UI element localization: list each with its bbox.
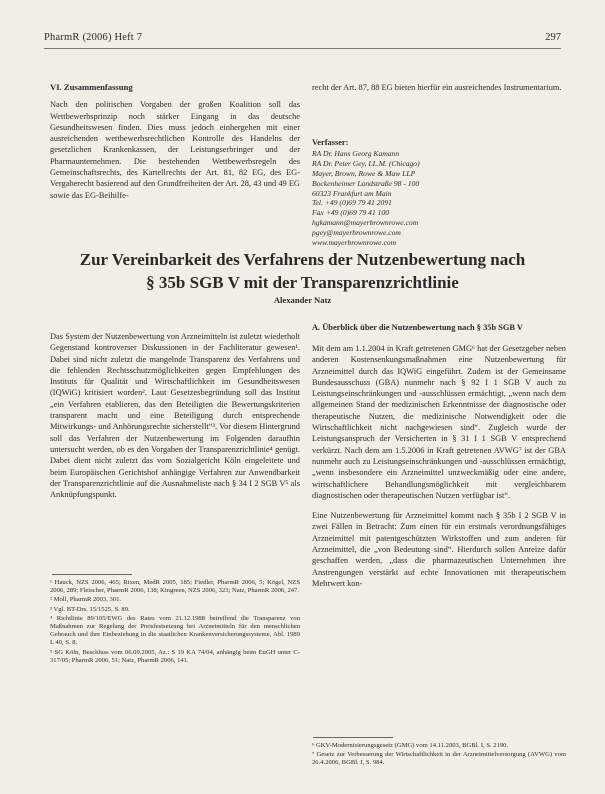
contact-line: Fax +49 (0)69 79 41 100 (312, 208, 390, 218)
article-title-line: § 35b SGB V mit der Transparenzrichtlinie (146, 272, 459, 292)
contact-email: hgkamann@mayerbrownrowe.com (312, 218, 419, 228)
section-vi-continuation (312, 82, 566, 93)
body-paragraph: Mit dem am 1.1.2004 in Kraft getretenen GMG⁶ hat der Gesetzgeber neben anderen Kostensenkungsmaßnahmen eine Nutzenbewertung für Arzneimittel durch das IQWiG eingeführt. Zudem ist der Gemeinsame Bundesausschuss (GBA) nunmehr nach § 92 I 1 SGB V auch zu Leistungseinschränkungen und -ausschlüssen ermächtigt, „wenn nach dem allgemeinen Stand der medizinischen Erkenntnisse der diagnostische oder therapeutische Nutzen, die medizinische Notwendigkeit oder die Wirtschaftlichkeit nicht nachgewiesen sind“. Zugleich wurde der Leistungsanspruch der Versicherten in § 31 I 1 SGB V entsprechend verkürzt. Nach dem am 1.5.2006 in Kraft getretenen AVWG⁷ ist der GBA nunmehr auch zu Leistungseinschränkungen und -ausschlüssen ermächtigt, „wenn insbesondere ein Arzneimittel unzweckmäßig oder eine andere, wirtschaftlichere Behandlungsmöglichkeit mit vergleichbarem diagnostischen oder therapeutischen Nutzen verfügbar ist“. (312, 344, 566, 500)
section-vi-body: Nach den politischen Vorgaben der großen Koalition soll das Wettbewerbsprinzip noch stärker Eingang in das deutsche Gesundheitswesen finden. Dies muss jedoch einhergehen mit einer ausreichenden wettbewerbsrechtlichen Kontrolle des Handelns der gesetzlichen Krankenkassen, der Leistungserbringer und der Pharmaunternehmen. Die bestehenden Wettbewerbsregeln des Gemeinschaftsrechts, des Kartellrechts der Art. 81, 82 EG, des EG-Vergaberecht basierend auf den Grundfreiheiten der Art. 28, 43 und 49 EG sowie das EG-Beihilfe- (50, 100, 300, 200)
footnote: ⁵ SG Köln, Beschluss vom 06.09.2005, Az.: S 19 KA 74/04, anhängig beim EuGH unter C-317/05; PharmR 2006, 51; Natz, PharmR 2006, 141. (50, 648, 300, 664)
article-title (40, 249, 565, 294)
right-body-column (312, 322, 566, 589)
footnotes-left (50, 579, 300, 666)
contact-line: RA Dr. Peter Gey, LL.M. (Chicago) (312, 158, 420, 168)
running-header: PharmR (2006) Heft 7 (44, 32, 143, 43)
footnote: ⁷ Gesetz zur Verbesserung der Wirtschaftlichkeit in der Arzneimittelversorgung (AVWG) vom 26.4.2006, BGBl. I, S. 984. (312, 751, 566, 767)
footnote-rule (52, 574, 132, 575)
author-contact-block (312, 138, 562, 248)
footnote: ⁶ GKV-Modernisierungsgesetz (GMG) vom 14.11.2003, BGBl. I, S. 2190. (312, 742, 509, 749)
article-author: Alexander Natz (273, 295, 332, 305)
contact-line: RA Dr. Hans Georg Kamann (312, 148, 400, 158)
paragraph-gap (312, 501, 566, 510)
body-paragraph: Das System der Nutzenbewertung von Arzneimitteln ist zuletzt wiederholt Gegenstand kontroverser Diskussionen in der Fachliteratur gewesen¹. Dabei sind nicht zuletzt die mangelnde Transparenz des Verfahrens und die fehlenden Rechtsschutzmöglichkeiten gegen Empfehlungen des Instituts für Qualität und Wirtschaftlichkeit im Gesundheitswesen (IQWiG) kritisiert worden². Laut Gesetzesbegründung soll das Institut „ein Verfahren etablieren, das den Beteiligten die Bewertungskriterien transparent macht und eine Beteiligung durch entsprechende Mitwirkungs- und Anhörungsrechte sicherstellt“³. Vor diesem Hintergrund soll das Verfahren der Nutzenbewertung im Folgenden daraufhin untersucht werden, ob es den Vorgaben der Transparenzrichtlinie⁴ genügt. Dabei dient nicht zuletzt das vom Sozialgericht Köln eingeleitete und beim Europäischen Gerichtshof anhängige Verfahren zur Anwendbarkeit der Transparenzrichtlinie auf die Ausnahmeliste nach § 34 I 2 SGB V⁵ als Anknüpfungspunkt. (50, 332, 300, 500)
section-a-heading: A. Überblick über die Nutzenbewertung nach § 35b SGB V (312, 323, 523, 332)
contact-line: 60323 Frankfurt am Main (312, 188, 392, 198)
contact-label: Verfasser: (312, 138, 349, 147)
footnote: ³ Vgl. BT-Drs. 15/1525, S. 89. (50, 605, 130, 613)
contact-email: pgey@mayerbrownrowe.com (312, 228, 401, 238)
footnote: ² Moll, PharmR 2003, 301. (50, 596, 122, 604)
section-vi-column (50, 82, 300, 201)
footnote: ⁴ Richtlinie 89/105/EWG des Rates vom 21.12.1988 betreffend die Transparenz von Maßnahmen zur Regelung der Preisfestsetzung bei Arzneimitteln für den menschlichen Gebrauch und ihre Einbeziehung in die staatlichen Krankenversicherungssysteme, Abl. 1989 L 40, S. 8. (50, 614, 300, 647)
contact-line: Tel. +49 (0)69 79 41 2091 (312, 198, 392, 208)
continuation-text: recht der Art. 87, 88 EG bieten hierfür ein ausreichendes Instrumentarium. (312, 83, 562, 92)
contact-line: Bockenheimer Landstraße 98 - 100 (312, 178, 420, 188)
footnote: ¹ Hauck, NZS 2006, 465; Rixen, MedR 2005, 185; Fiedler, PharmR 2006, 5; Kögel, NZS 2006, 289; Fleischer, PharmR 2006, 138; Kingreen, NZS 2006, 323; Natz, PharmR 2006, 247. (50, 579, 300, 595)
contact-website: www.mayerbrownrowe.com (312, 238, 397, 248)
left-body-column (50, 331, 300, 500)
section-title: VI. Zusammenfassung (50, 82, 133, 92)
contact-line: Mayer, Brown, Rowe & Maw LLP (312, 168, 416, 178)
article-title-line: Zur Vereinbarkeit des Verfahrens der Nutzenbewertung nach (79, 250, 526, 269)
header-rule (44, 48, 561, 49)
page-number: 297 (545, 32, 561, 43)
footnotes-right (312, 742, 566, 769)
body-paragraph: Eine Nutzenbewertung für Arzneimittel kommt nach § 35b I 2 SGB V in zwei Fällen in Betracht: Zum einen für ein erstmals verordnungsfähiges Arzneimittel mit patentgeschützten Wirkstoffen und zum anderen für Arzneimittel, die „von Bedeutung sind“. Hierdurch sollen Anreize dafür geschaffen werden, „dass die pharmazeutischen Unternehmen ihre Anstrengungen verstärkt auf echte Innovationen mit therapeutischem Mehrwert kon- (312, 511, 566, 588)
footnote-rule (313, 737, 393, 738)
